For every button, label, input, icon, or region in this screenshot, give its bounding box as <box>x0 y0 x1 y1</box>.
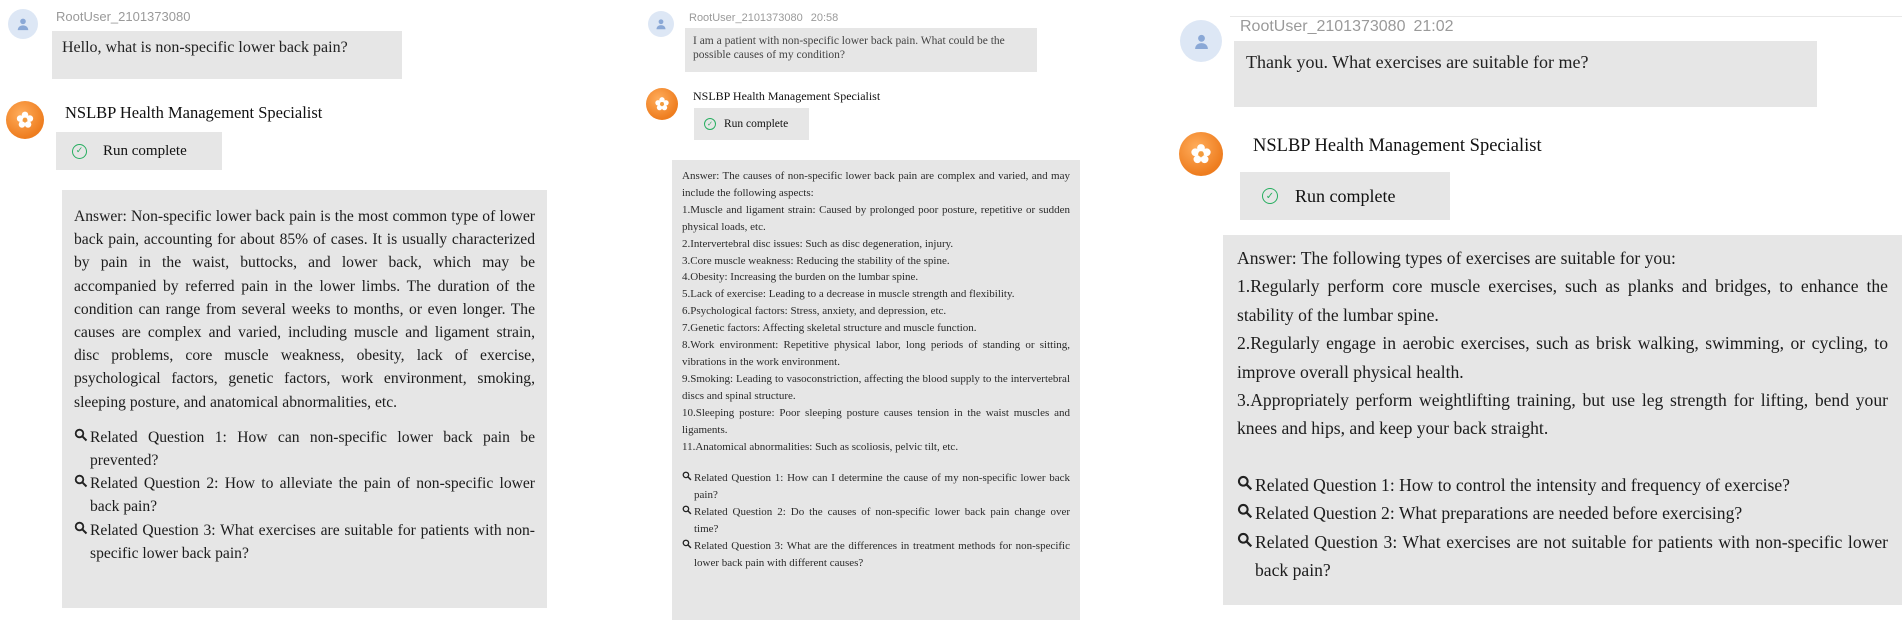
magnifier-icon <box>1237 471 1253 499</box>
user-icon <box>655 18 667 30</box>
user-message-bubble: Hello, what is non-specific lower back pain? <box>52 31 402 79</box>
run-status-text: Run complete <box>103 142 187 159</box>
magnifier-icon <box>682 470 692 504</box>
cause-item: 11.Anatomical abnormalities: Such as scoliosis, pelvic tilt, etc. <box>682 440 959 453</box>
bot-name: NSLBP Health Management Specialist <box>1253 136 1542 156</box>
cause-item: 3.Core muscle weakness: Reducing the stability of the spine. <box>682 254 950 267</box>
flower-icon <box>14 109 36 131</box>
chat-panel-3 <box>1170 0 1902 631</box>
related-question-text: Related Question 2: Do the causes of non-specific lower back pain change over time? <box>694 506 1070 536</box>
top-divider <box>1230 16 1902 17</box>
cause-item: 6.Psychological factors: Stress, anxiety, and depression, etc. <box>682 305 947 318</box>
cause-item: 2.Intervertebral disc issues: Such as disc degeneration, injury. <box>682 237 954 250</box>
answer-card <box>1223 235 1902 605</box>
cause-item: 7.Genetic factors: Affecting skeletal structure and muscle function. <box>682 322 977 335</box>
answer-intro: Answer: The causes of non-specific lower back pain are complex and varied, and may include the following aspects: <box>682 170 1070 199</box>
user-avatar <box>8 9 38 39</box>
related-question-text: Related Question 3: What are the differences in treatment methods for non-specific lower back pain with different causes? <box>694 540 1070 569</box>
related-questions <box>74 426 535 565</box>
related-question-2[interactable] <box>1237 499 1888 527</box>
related-question-text: Related Question 3: What exercises are suitable for patients with non-specific lower back pain? <box>90 521 535 562</box>
magnifier-icon <box>74 472 88 518</box>
related-question-text: Related Question 1: How can I determine the cause of my non-specific lower back pain? <box>694 472 1070 502</box>
answer-text: Answer: Non-specific lower back pain is the most common type of lower back pain, accounting for about 85% of cases. It is usually characterized by pain in the waist, buttocks, and lower back, which may be accompanied by referred pain in the lower limbs. The duration of the condition can range from several weeks to months, or even longer. The causes are complex and varied, including muscle and ligament strain, disc problems, core muscle weakness, obesity, lack of exercise, psychological factors, genetic factors, work environment, smoking, sleeping posture, and anatomical abnormalities, etc. <box>74 208 535 411</box>
user-message-bubble: I am a patient with non-specific lower back pain. What could be the possible causes of my condition? <box>685 28 1037 72</box>
related-question-text: Related Question 1: How can non-specific lower back pain be prevented? <box>90 428 535 470</box>
user-icon <box>16 17 30 31</box>
magnifier-icon <box>682 538 692 572</box>
magnifier-icon <box>682 504 692 538</box>
user-icon <box>1193 33 1210 50</box>
user-avatar <box>1180 20 1222 62</box>
cause-item: 10.Sleeping posture: Poor sleeping posture causes tension in the waist muscles and ligaments. <box>682 406 1070 436</box>
cause-item: 4.Obesity: Increasing the burden on the lumbar spine. <box>682 271 919 284</box>
flower-icon <box>653 95 671 113</box>
related-question-1[interactable] <box>682 470 1070 504</box>
username <box>689 12 838 24</box>
related-question-2[interactable] <box>682 504 1070 538</box>
cause-item: 5.Lack of exercise: Leading to a decrease in muscle strength and flexibility. <box>682 288 1015 301</box>
chat-panel-1 <box>0 0 560 631</box>
cause-item: 8.Work environment: Repetitive physical labor, long periods of standing or sitting, vibrations in the work environment. <box>682 339 1070 368</box>
answer-card <box>672 160 1080 620</box>
related-question-2[interactable] <box>74 472 535 518</box>
message-time: 20:58 <box>810 12 839 24</box>
check-circle-icon: ✓ <box>72 144 87 159</box>
run-status-text: Run complete <box>724 118 789 130</box>
related-questions <box>1237 471 1888 585</box>
magnifier-icon <box>74 519 88 565</box>
bot-avatar <box>6 101 44 139</box>
run-status-chip[interactable] <box>56 132 222 170</box>
flower-icon <box>1188 141 1214 167</box>
message-time: 21:02 <box>1413 18 1454 35</box>
username <box>56 9 190 24</box>
related-question-text: Related Question 1: How to control the intensity and frequency of exercise? <box>1255 474 1790 495</box>
bot-name: NSLBP Health Management Specialist <box>693 89 881 103</box>
bot-name: NSLBP Health Management Specialist <box>65 103 323 122</box>
related-question-3[interactable] <box>74 519 535 565</box>
username <box>1240 18 1454 36</box>
bot-avatar <box>1179 132 1223 176</box>
run-status-text: Run complete <box>1295 185 1396 206</box>
bot-avatar <box>646 88 678 120</box>
exercise-item: 1.Regularly perform core muscle exercises, such as planks and bridges, to enhance the stability of the lumbar spine. <box>1237 276 1888 325</box>
check-circle-icon: ✓ <box>1262 188 1278 204</box>
run-status-chip[interactable] <box>694 108 809 140</box>
related-question-1[interactable] <box>74 426 535 472</box>
related-question-text: Related Question 2: How to alleviate the pain of non-specific lower back pain? <box>90 475 535 516</box>
exercise-item: 2.Regularly engage in aerobic exercises, such as brisk walking, swimming, or cycling, to improve overall physical health. <box>1237 333 1888 382</box>
related-question-text: Related Question 2: What preparations are needed before exercising? <box>1255 503 1743 524</box>
chat-panel-2 <box>640 0 1080 631</box>
user-message-bubble: Thank you. What exercises are suitable for me? <box>1234 41 1817 107</box>
answer-card <box>62 190 547 608</box>
username-text: RootUser_2101373080 <box>689 12 803 24</box>
user-avatar <box>648 11 674 37</box>
magnifier-icon <box>1237 499 1253 527</box>
username-text: RootUser_2101373080 <box>1240 18 1406 35</box>
related-questions <box>682 470 1070 571</box>
cause-item: 9.Smoking: Leading to vasoconstriction, affecting the blood supply to the intervertebral discs and spinal structure. <box>682 372 1070 402</box>
run-status-chip[interactable] <box>1240 172 1450 220</box>
magnifier-icon <box>74 426 88 472</box>
answer-intro: Answer: The following types of exercises are suitable for you: <box>1237 248 1676 268</box>
username-text: RootUser_2101373080 <box>56 9 191 24</box>
related-question-3[interactable] <box>1237 528 1888 585</box>
related-question-3[interactable] <box>682 538 1070 572</box>
cause-item: 1.Muscle and ligament strain: Caused by prolonged poor posture, repetitive or sudden physical loads, etc. <box>682 203 1070 233</box>
check-circle-icon: ✓ <box>704 118 716 130</box>
magnifier-icon <box>1237 528 1253 585</box>
related-question-text: Related Question 3: What exercises are not suitable for patients with non-specific lower back pain? <box>1255 531 1888 581</box>
related-question-1[interactable] <box>1237 471 1888 499</box>
exercise-item: 3.Appropriately perform weightlifting training, but use leg strength for lifting, bend your knees and hips, and keep your back straight. <box>1237 390 1888 439</box>
